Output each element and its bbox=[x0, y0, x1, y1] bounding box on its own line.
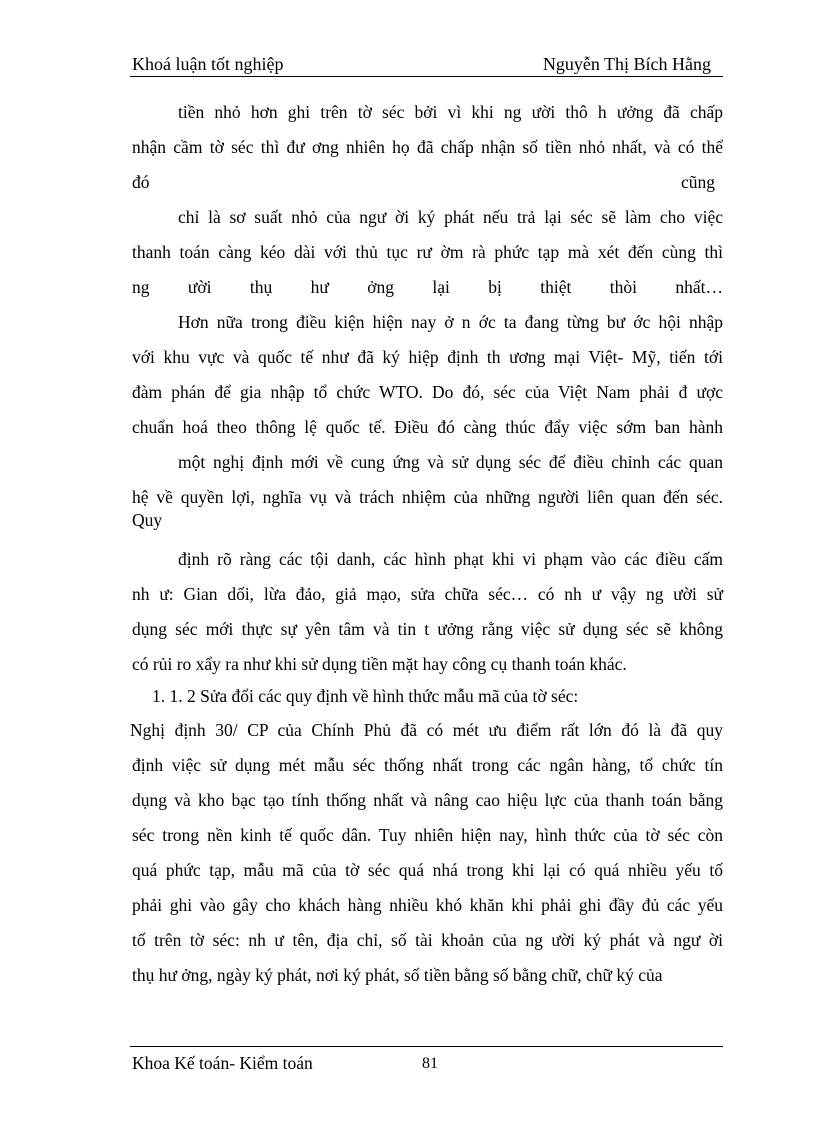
text-line: hệ về quyền lợi, nghĩa vụ và trách nhiệm của những người liên quan đến séc. bbox=[132, 487, 723, 507]
text-line: định việc sử dụng mét mẫu séc thống nhất trong các ngân hàng, tổ chức tín bbox=[132, 755, 723, 775]
text-line: Quy bbox=[132, 510, 163, 530]
text-line: chuẩn hoá theo thông lệ quốc tế. Điều đó càng thúc đẩy việc sớm ban hành bbox=[132, 417, 723, 437]
text-line: một nghị định mới về cung ứng và sử dụng séc để điều chỉnh các quan bbox=[178, 452, 723, 472]
text-line: phải ghi vào gây cho khách hàng nhiều khó khăn khi phải ghi đầy đủ các yếu bbox=[132, 895, 723, 915]
text-line: định rõ ràng các tội danh, các hình phạt khi vi phạm vào các điều cấm bbox=[178, 549, 723, 569]
text-line: nh ư: Gian dối, lừa đảo, giả mạo, sửa chữa séc… có nh ư vậy ng ười sử bbox=[132, 584, 723, 604]
text-line: thụ hư ởng, ngày ký phát, nơi ký phát, số tiền bằng số bằng chữ, chữ ký của bbox=[132, 965, 663, 985]
page-footer bbox=[130, 1046, 723, 1073]
text-line: séc trong nền kinh tế quốc dân. Tuy nhiên hiện nay, hình thức của tờ séc còn bbox=[132, 825, 723, 845]
text-line: có rủi ro xẩy ra như khi sử dụng tiền mặt hay công cụ thanh toán khác. bbox=[132, 654, 627, 674]
text-line: nhận cầm tờ séc thì đư ơng nhiên họ đã chấp nhận số tiền nhỏ nhất, và có thể bbox=[132, 137, 723, 157]
text-line: đó bbox=[132, 172, 150, 192]
section-heading: 1. 1. 2 Sửa đổi các quy định về hình thức mẫu mã của tờ séc: bbox=[152, 686, 579, 706]
text-line: đàm phán để gia nhập tổ chức WTO. Do đó, séc của Việt Nam phải đ ược bbox=[132, 382, 723, 402]
text-line: với khu vực và quốc tế như đã ký hiệp định th ương mại Việt- Mỹ, tiến tới bbox=[132, 347, 723, 367]
text-line: tiền nhỏ hơn ghi trên tờ séc bởi vì khi ng ười thô h ưởng đã chấp bbox=[178, 102, 723, 122]
header-thesis-title: Khoá luận tốt nghiệp bbox=[132, 54, 284, 74]
text-line: thanh toán càng kéo dài với thủ tục rư ờm rà phức tạp mà xét đến cùng thì bbox=[132, 242, 723, 262]
text-line: chỉ là sơ suất nhỏ của ngư ời ký phát nếu trả lại séc sẽ làm cho việc bbox=[178, 207, 723, 227]
text-line: quá phức tạp, mẫu mã của tờ séc quá nhá trong khi lại có quá nhiều yếu tố bbox=[132, 860, 723, 880]
text-line: ng ười thụ hư ởng lại bị thiệt thòi nhất… bbox=[132, 277, 723, 297]
text-line: dụng và kho bạc tạo tính thống nhất và nâng cao hiệu lực của thanh toán bằng bbox=[132, 790, 723, 810]
footer-department: Khoa Kế toán- Kiểm toán bbox=[132, 1053, 313, 1073]
text-line: tố trên tờ séc: nh ư tên, địa chỉ, số tài khoản của ng ười ký phát và ngư ời bbox=[132, 930, 723, 950]
text-line: cũng bbox=[681, 172, 716, 192]
page-number: 81 bbox=[422, 1055, 438, 1072]
text-line: Hơn nữa trong điều kiện hiện nay ở n ớc ta đang từng bư ớc hội nhập bbox=[178, 312, 723, 332]
text-line: Nghị định 30/ CP của Chính Phủ đã có mét ưu điểm rất lớn đó là đã quy bbox=[130, 720, 723, 740]
header-author-name: Nguyễn Thị Bích Hằng bbox=[542, 54, 711, 74]
text-line: dụng séc mới thực sự yên tâm và tin t ưởng rằng việc sử dụng séc sẽ không bbox=[132, 619, 723, 639]
page-header bbox=[130, 52, 723, 77]
